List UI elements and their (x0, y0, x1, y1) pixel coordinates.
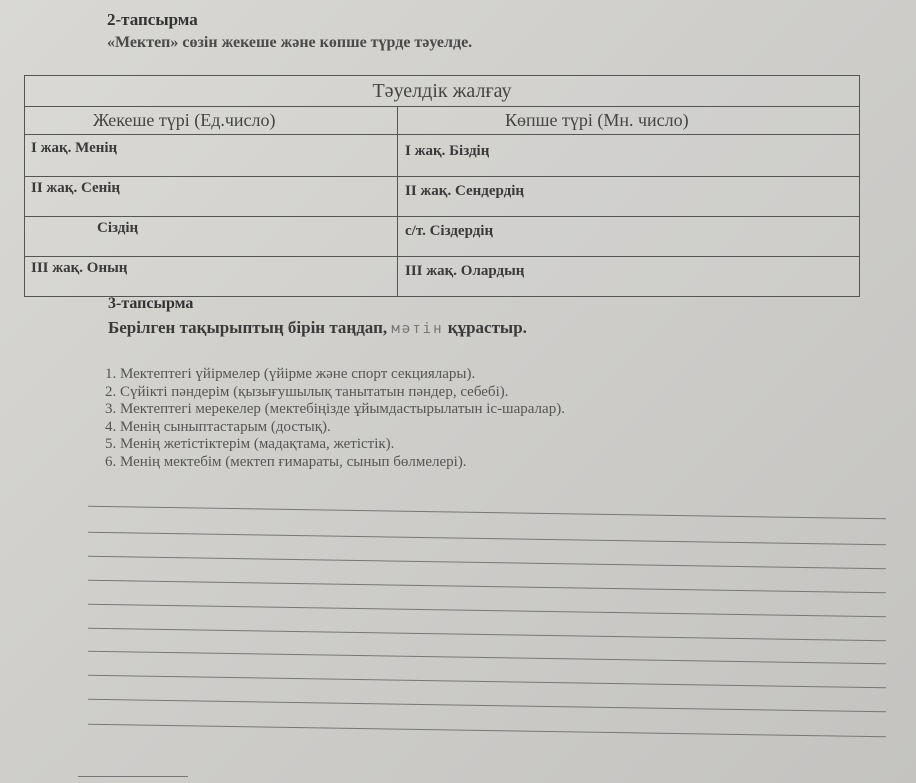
task3-instruction-start: Берілген тақырыптың бірін таңдап, (108, 318, 388, 337)
task3-instruction (108, 318, 527, 338)
cell-plural-1: І жақ. Біздің (405, 143, 490, 159)
task3-instruction-word: мәтін (391, 321, 444, 337)
list-item: 6. Менің мектебім (мектеп ғимараты, сынып бөлмелері). (105, 453, 467, 470)
list-item: 4. Менің сыныптастарым (достық). (105, 418, 331, 435)
cell-plural-2: ІІ жақ. Сендердің (405, 183, 525, 199)
table-divider (25, 176, 859, 177)
table-divider (25, 216, 859, 217)
task2-instruction: «Мектеп» сөзін жекеше және көпше түрде тәуелде. (107, 34, 473, 51)
task3-title: 3-тапсырма (108, 295, 194, 312)
list-item: 1. Мектептегі үйірмелер (үйірме және спорт секциялары). (105, 366, 476, 382)
task3-instruction-end: құрастыр. (447, 318, 527, 337)
table-caption: Тәуелдік жалғау (372, 80, 512, 102)
list-item: 3. Мектептегі мерекелер (мектебіңізде ұйымдастырылатын іс-шаралар). (105, 401, 565, 417)
table-divider (25, 106, 859, 107)
writing-line (88, 604, 886, 618)
topic-list (105, 366, 565, 471)
list-item: 2. Сүйікті пәндерім (қызығушылық танытатын пәндер, себебі). (105, 383, 509, 400)
possessive-table (24, 75, 860, 297)
cell-singular-2: ІІ жақ. Сенің (31, 180, 121, 196)
cell-plural-4: ІІІ жақ. Олардың (405, 263, 525, 279)
writing-line (88, 651, 886, 665)
task2-title: 2-тапсырма (107, 10, 198, 29)
writing-line (88, 506, 886, 520)
writing-line (78, 776, 188, 777)
writing-line (88, 532, 886, 546)
writing-line (88, 675, 886, 689)
header-singular: Жекеше түрі (Ед.число) (93, 110, 276, 130)
writing-line (88, 724, 886, 738)
cell-singular-1: І жақ. Менің (31, 140, 118, 156)
writing-line (88, 556, 886, 570)
writing-line (88, 699, 886, 713)
writing-line (88, 628, 886, 642)
table-divider (25, 256, 859, 257)
header-plural: Көпше түрі (Мн. число) (505, 110, 689, 130)
cell-singular-4: ІІІ жақ. Оның (31, 260, 128, 276)
writing-line (88, 580, 886, 594)
list-item: 5. Менің жетістіктерім (мадақтама, жетістік). (105, 436, 395, 452)
cell-plural-3: с/т. Сіздердің (405, 223, 494, 239)
table-divider (25, 134, 859, 135)
cell-singular-3: Сіздің (97, 220, 139, 236)
